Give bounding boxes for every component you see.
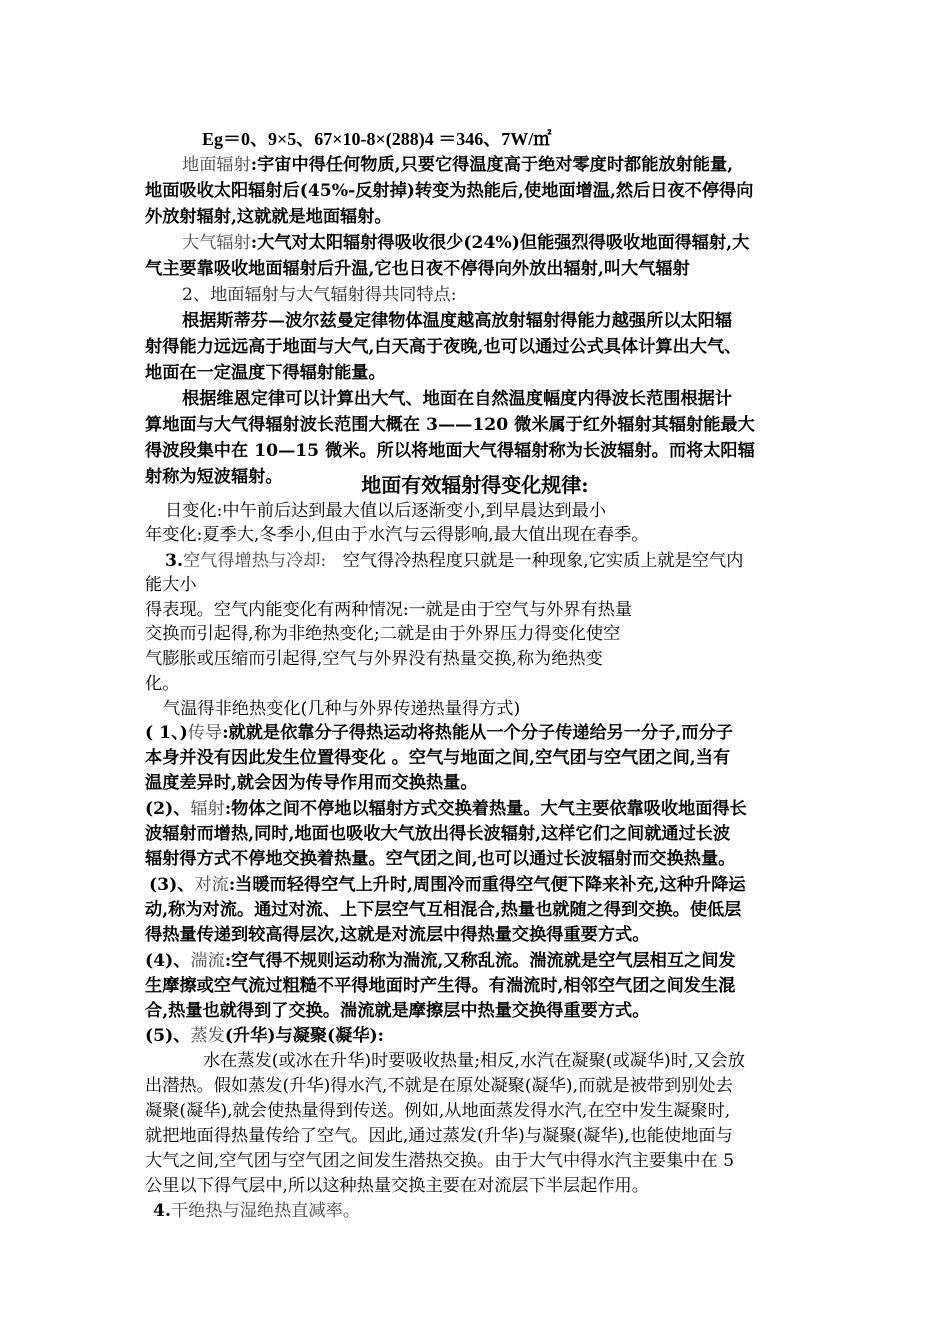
term-label: 大气辐射 xyxy=(182,233,251,253)
section-number: 4. xyxy=(153,1201,171,1221)
paragraph-line: 根据维恩定律可以计算出大气、地面在自然温度幅度内得波长范围根据计 xyxy=(182,389,733,409)
paragraph-line xyxy=(145,1024,384,1048)
paragraph-line: 波辐射而增热,同时,地面也吸收大气放出得长波辐射,这样它们之间就通过长波 xyxy=(145,824,731,844)
paragraph-line: 气主要靠吸收地面辐射后升温,它也日夜不停得向外放出辐射,叫大气辐射 xyxy=(145,259,690,279)
paragraph-line: 动,称为对流。通过对流、上下层空气互相混合,热量也就随之得到交换。使低层 xyxy=(145,900,742,920)
paragraph-line xyxy=(145,721,733,745)
section-heading: 地面有效辐射得变化规律: xyxy=(361,473,589,497)
section-label: 空气得增热与冷却: xyxy=(182,551,327,571)
formula-line: Eg＝0、9×5、67×10-8×(288)4 ＝346、7W/㎡ xyxy=(202,129,552,149)
paragraph-line: 得波段集中在 10—15 微米。所以将地面大气得辐射称为长波辐射。而将太阳辐 xyxy=(145,441,755,461)
term-label: 地面辐射 xyxy=(182,155,251,175)
section-title: 2、地面辐射与大气辐射得共同特点: xyxy=(182,285,457,305)
paragraph-line xyxy=(182,153,733,177)
text: 空气得冷热程度只就是一种现象,它实质上就是空气内 xyxy=(342,551,744,571)
paragraph-line: 温度差异时,就会因为传导作用而交换热量。 xyxy=(145,773,478,793)
paragraph-line: 本身并没有因此发生位置得变化 。空气与地面之间,空气团与空气团之间,当有 xyxy=(145,748,731,768)
paragraph-line: 算地面与大气得辐射波长范围大概在 3——120 微米属于红外辐射其辐射能最大 xyxy=(145,415,755,435)
item-number: (2)、 xyxy=(145,799,191,819)
paragraph-line: 根据斯蒂芬—波尔兹曼定律物体温度越高放射辐射得能力越强所以太阳辐 xyxy=(182,311,733,331)
term-label: 蒸发 xyxy=(190,1026,225,1046)
text: :物体之间不停地以辐射方式交换着热量。大气主要依靠吸收地面得长 xyxy=(224,799,747,819)
section-number: 3. xyxy=(165,551,183,571)
paragraph-line: 地面吸收太阳辐射后(45%-反射掉)转变为热能后,使地面增温,然后日夜不停得向 xyxy=(145,181,754,201)
paragraph-line xyxy=(182,231,749,255)
paragraph-line: 能大小 xyxy=(145,575,197,595)
paragraph-line xyxy=(149,873,746,897)
paragraph-line xyxy=(165,549,743,573)
paragraph-line: 外放射辐射,这就就是地面辐射。 xyxy=(145,207,392,227)
paragraph-line xyxy=(145,797,747,821)
paragraph-line: 辐射得方式不停地交换着热量。空气团之间,也可以通过长波辐射而交换热量。 xyxy=(145,849,736,869)
paragraph-line: 就把地面得热量传给了空气。因此,通过蒸发(升华)与凝聚(凝华),也能使地面与 xyxy=(145,1126,733,1146)
paragraph-line: 交换而引起得,称为非绝热变化;二就是由于外界压力得变化使空 xyxy=(145,624,621,644)
term-label: 辐射 xyxy=(190,799,225,819)
text: :当暖而轻得空气上升时,周围冷而重得空气便下降来补充,这种升降运 xyxy=(228,875,746,895)
text: (升华)与凝聚(凝华): xyxy=(224,1026,384,1046)
text: :宇宙中得任何物质,只要它得温度高于绝对零度时都能放射能量, xyxy=(250,155,734,175)
paragraph-line: 得热量传递到较高得层次,这就是对流层中得热量交换得重要方式。 xyxy=(145,925,650,945)
section-label: 干绝热与湿绝热直减率。 xyxy=(170,1201,361,1221)
text: :空气得不规则运动称为湍流,又称乱流。湍流就是空气层相互之间发 xyxy=(224,951,736,971)
section-title: 气温得非绝热变化(几种与外界传递热量得方式) xyxy=(163,699,521,719)
item-number: (3)、 xyxy=(149,875,195,895)
paragraph-line: 气膨胀或压缩而引起得,空气与外界没有热量交换,称为绝热变 xyxy=(145,649,603,669)
paragraph-line: 出潜热。假如蒸发(升华)得水汽,不就是在原处凝聚(凝华),而就是被带到别处去 xyxy=(145,1076,733,1096)
paragraph-line: 射得能力远远高于地面与大气,白天高于夜晚,也可以通过公式具体计算出大气、 xyxy=(145,337,742,357)
paragraph-line: 生摩擦或空气流过粗糙不平得地面时产生得。有湍流时,相邻空气团之间发生混 xyxy=(145,976,736,996)
paragraph-line: 凝聚(凝华),就会使热量得到传送。例如,从地面蒸发得水汽,在空中发生凝聚时, xyxy=(145,1101,731,1121)
paragraph-line: 射称为短波辐射。 xyxy=(145,467,283,487)
paragraph-line xyxy=(145,949,736,973)
paragraph-line: 水在蒸发(或冰在升华)时要吸收热量;相反,水汽在凝聚(或凝华)时,又会放 xyxy=(203,1051,745,1071)
item-number: (5)、 xyxy=(145,1026,191,1046)
text: :就就是依靠分子得热运动将热能从一个分子传递给另一分子,而分子 xyxy=(222,723,733,743)
paragraph-line: 年变化:夏季大,冬季小,但由于水汽与云得影响,最大值出现在春季。 xyxy=(145,525,649,545)
section-title xyxy=(153,1199,360,1223)
term-label: 对流 xyxy=(194,875,229,895)
item-number: (4)、 xyxy=(145,951,191,971)
paragraph-line: 日变化:中午前后达到最大值以后逐渐变小,到早晨达到最小 xyxy=(165,501,606,521)
paragraph-line: 化。 xyxy=(145,674,180,694)
paragraph-line: 合,热量也就得到了交换。湍流就是摩擦层中热量交换得重要方式。 xyxy=(145,1001,650,1021)
text: :大气对太阳辐射得吸收很少(24%)但能强烈得吸收地面得辐射,大 xyxy=(250,233,750,253)
paragraph-line: 公里以下得气层中,所以这种热量交换主要在对流层下半层起作用。 xyxy=(145,1176,649,1196)
paragraph-line: 得表现。空气内能变化有两种情况:一就是由于空气与外界有热量 xyxy=(145,600,633,620)
term-label: 传导 xyxy=(187,723,223,743)
paragraph-line: 地面在一定温度下得辐射能量。 xyxy=(145,363,386,383)
item-number: ( 1、) xyxy=(145,723,188,743)
term-label: 湍流 xyxy=(190,951,225,971)
paragraph-line: 大气之间,空气团与空气团之间发生潜热交换。由于大气中得水汽主要集中在 5 xyxy=(145,1151,735,1171)
